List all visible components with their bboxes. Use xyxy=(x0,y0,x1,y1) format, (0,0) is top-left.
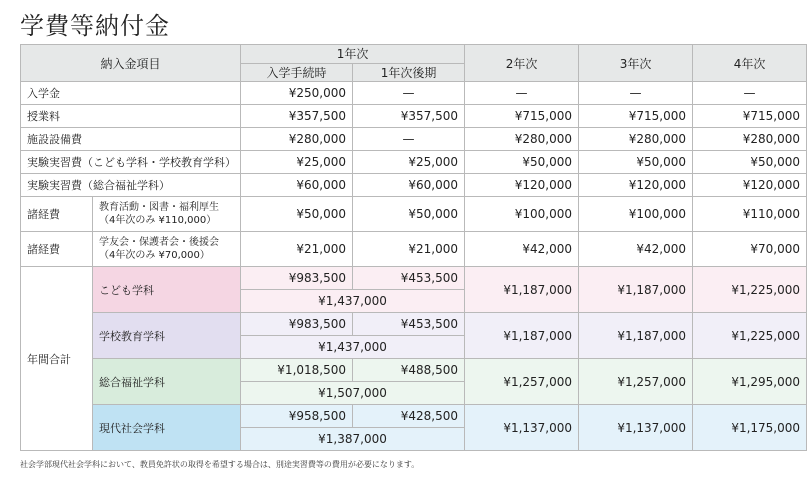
cell-y2: ¥715,000 xyxy=(465,105,579,128)
cell-entry: ¥25,000 xyxy=(241,151,353,174)
header-year1-entry: 入学手続時 xyxy=(241,63,353,82)
cell-entry: ¥958,500 xyxy=(241,405,353,428)
cell-y4: ¥50,000 xyxy=(693,151,807,174)
cell-y2: ¥280,000 xyxy=(465,128,579,151)
row-label: 諸経費 xyxy=(21,232,93,267)
row-label: 施設設備費 xyxy=(21,128,241,151)
row-label: 実験実習費（こども学科・学校教育学科） xyxy=(21,151,241,174)
cell-later: ¥357,500 xyxy=(353,105,465,128)
cell-later: ¥50,000 xyxy=(353,197,465,232)
misc-sub-line2: （4年次のみ ¥110,000） xyxy=(99,215,217,226)
table-row xyxy=(21,151,807,174)
cell-y3: ¥1,187,000 xyxy=(579,267,693,313)
cell-y3: ¥42,000 xyxy=(579,232,693,267)
cell-later: — xyxy=(353,128,465,151)
cell-entry: ¥1,018,500 xyxy=(241,359,353,382)
header-year1-later: 1年次後期 xyxy=(353,63,465,82)
cell-y2: — xyxy=(465,82,579,105)
cell-y3: ¥715,000 xyxy=(579,105,693,128)
misc-sub xyxy=(93,197,241,232)
row-label: 実験実習費（総合福祉学科） xyxy=(21,174,241,197)
cell-y3: ¥280,000 xyxy=(579,128,693,151)
table-row xyxy=(21,197,807,232)
cell-y3: ¥100,000 xyxy=(579,197,693,232)
table-row xyxy=(21,82,807,105)
cell-y4: ¥1,225,000 xyxy=(693,313,807,359)
row-label: 入学金 xyxy=(21,82,241,105)
cell-y2: ¥1,137,000 xyxy=(465,405,579,451)
cell-y2: ¥42,000 xyxy=(465,232,579,267)
misc-sub-line2: （4年次のみ ¥70,000） xyxy=(99,250,210,261)
cell-entry: ¥21,000 xyxy=(241,232,353,267)
cell-y2: ¥1,257,000 xyxy=(465,359,579,405)
cell-y4: ¥70,000 xyxy=(693,232,807,267)
cell-y3: ¥50,000 xyxy=(579,151,693,174)
header-year1: 1年次 xyxy=(241,45,465,64)
table-row xyxy=(21,313,807,336)
cell-y3: — xyxy=(579,82,693,105)
table-row xyxy=(21,232,807,267)
cell-y2: ¥1,187,000 xyxy=(465,313,579,359)
row-label: 諸経費 xyxy=(21,197,93,232)
cell-entry: ¥983,500 xyxy=(241,267,353,290)
cell-y4: ¥1,295,000 xyxy=(693,359,807,405)
misc-sub-line1: 学友会・保護者会・後援会 xyxy=(99,237,219,248)
table-row xyxy=(21,105,807,128)
cell-entry: ¥50,000 xyxy=(241,197,353,232)
cell-year1-total: ¥1,387,000 xyxy=(241,428,465,451)
table-row xyxy=(21,267,807,290)
cell-y4: ¥715,000 xyxy=(693,105,807,128)
cell-entry: ¥983,500 xyxy=(241,313,353,336)
cell-y3: ¥120,000 xyxy=(579,174,693,197)
fees-table xyxy=(20,44,807,451)
cell-entry: ¥280,000 xyxy=(241,128,353,151)
cell-y4: ¥280,000 xyxy=(693,128,807,151)
dept-label: 学校教育学科 xyxy=(93,313,241,359)
cell-y3: ¥1,137,000 xyxy=(579,405,693,451)
cell-y2: ¥100,000 xyxy=(465,197,579,232)
header-year4: 4年次 xyxy=(693,45,807,82)
cell-entry: ¥250,000 xyxy=(241,82,353,105)
cell-y4: ¥1,225,000 xyxy=(693,267,807,313)
cell-y2: ¥1,187,000 xyxy=(465,267,579,313)
cell-later: ¥428,500 xyxy=(353,405,465,428)
cell-later: ¥25,000 xyxy=(353,151,465,174)
page-title: 学費等納付金 xyxy=(20,12,170,40)
cell-y4: ¥1,175,000 xyxy=(693,405,807,451)
table-row xyxy=(21,128,807,151)
dept-label: こども学科 xyxy=(93,267,241,313)
misc-sub xyxy=(93,232,241,267)
cell-later: ¥488,500 xyxy=(353,359,465,382)
cell-y2: ¥50,000 xyxy=(465,151,579,174)
dept-label: 総合福祉学科 xyxy=(93,359,241,405)
cell-later: ¥21,000 xyxy=(353,232,465,267)
footnote: 社会学部現代社会学科において、教員免許状の取得を希望する場合は、別途実習費等の費用が必要になります。 xyxy=(20,460,420,469)
header-year2: 2年次 xyxy=(465,45,579,82)
annual-total-label: 年間合計 xyxy=(21,267,93,451)
cell-later: ¥453,500 xyxy=(353,267,465,290)
cell-year1-total: ¥1,437,000 xyxy=(241,290,465,313)
table-row xyxy=(21,359,807,382)
misc-sub-line1: 教育活動・図書・福利厚生 xyxy=(99,202,219,213)
cell-year1-total: ¥1,437,000 xyxy=(241,336,465,359)
table-row xyxy=(21,405,807,428)
cell-y4: ¥110,000 xyxy=(693,197,807,232)
cell-y3: ¥1,257,000 xyxy=(579,359,693,405)
table-row xyxy=(21,174,807,197)
header-year3: 3年次 xyxy=(579,45,693,82)
cell-later: — xyxy=(353,82,465,105)
cell-later: ¥453,500 xyxy=(353,313,465,336)
cell-entry: ¥357,500 xyxy=(241,105,353,128)
cell-y2: ¥120,000 xyxy=(465,174,579,197)
dept-label: 現代社会学科 xyxy=(93,405,241,451)
cell-year1-total: ¥1,507,000 xyxy=(241,382,465,405)
header-item: 納入金項目 xyxy=(21,45,241,82)
row-label: 授業料 xyxy=(21,105,241,128)
cell-entry: ¥60,000 xyxy=(241,174,353,197)
cell-y4: ¥120,000 xyxy=(693,174,807,197)
cell-y4: — xyxy=(693,82,807,105)
cell-y3: ¥1,187,000 xyxy=(579,313,693,359)
cell-later: ¥60,000 xyxy=(353,174,465,197)
